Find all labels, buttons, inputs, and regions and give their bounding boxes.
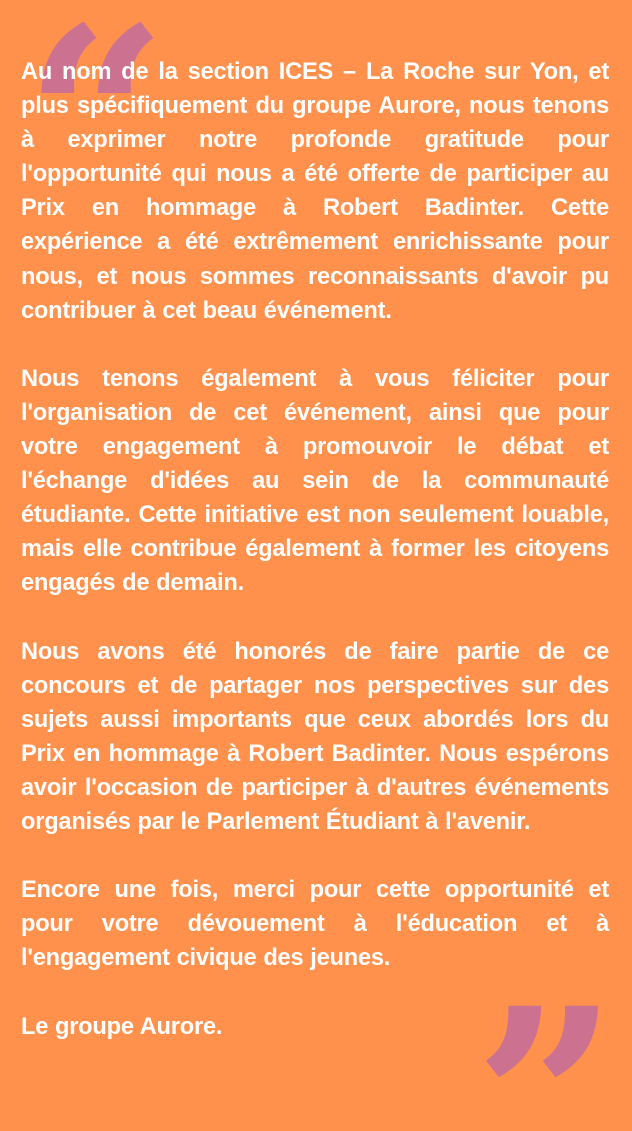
signature: Le groupe Aurore. [21, 1013, 223, 1040]
letter-body [21, 55, 609, 1044]
paragraph-congratulations: Nous tenons également à vous féliciter pour l'organisation de cet événement, ainsi que pour votre engagement à promouvoir le débat et l'échange d'idées au sein de la communauté étudiante. Cette initiative est non seulement louable, mais elle contribue également à former les citoyens engagés de demain. [21, 365, 609, 597]
close-quote-icon: ” [474, 953, 618, 1131]
paragraph-honored: Nous avons été honorés de faire partie de ce concours et de partager nos perspectives sur des sujets aussi importants que ceux abordés lors du Prix en hommage à Robert Badinter. Nous espérons avoir l'occasion de participer à d'autres événements organisés par le Parlement Étudiant à l'avenir. [21, 638, 609, 836]
open-quote-icon: “ [24, 0, 168, 266]
paragraph-thanks: Au nom de la section ICES – La Roche sur Yon, et plus spécifiquement du groupe Aurore, nous tenons à exprimer notre profonde gratitude pour l'opportunité qui nous a été offerte de participer au Prix en hommage à Robert Badinter. Cette expérience a été extrêmement enrichissante pour nous, et nous sommes reconnaissants d'avoir pu contribuer à cet beau événement. [21, 59, 609, 324]
paragraph-closing: Encore une fois, merci pour cette opportunité et pour votre dévouement à l'éducation et à l'engagement civique des jeunes. [21, 877, 609, 972]
